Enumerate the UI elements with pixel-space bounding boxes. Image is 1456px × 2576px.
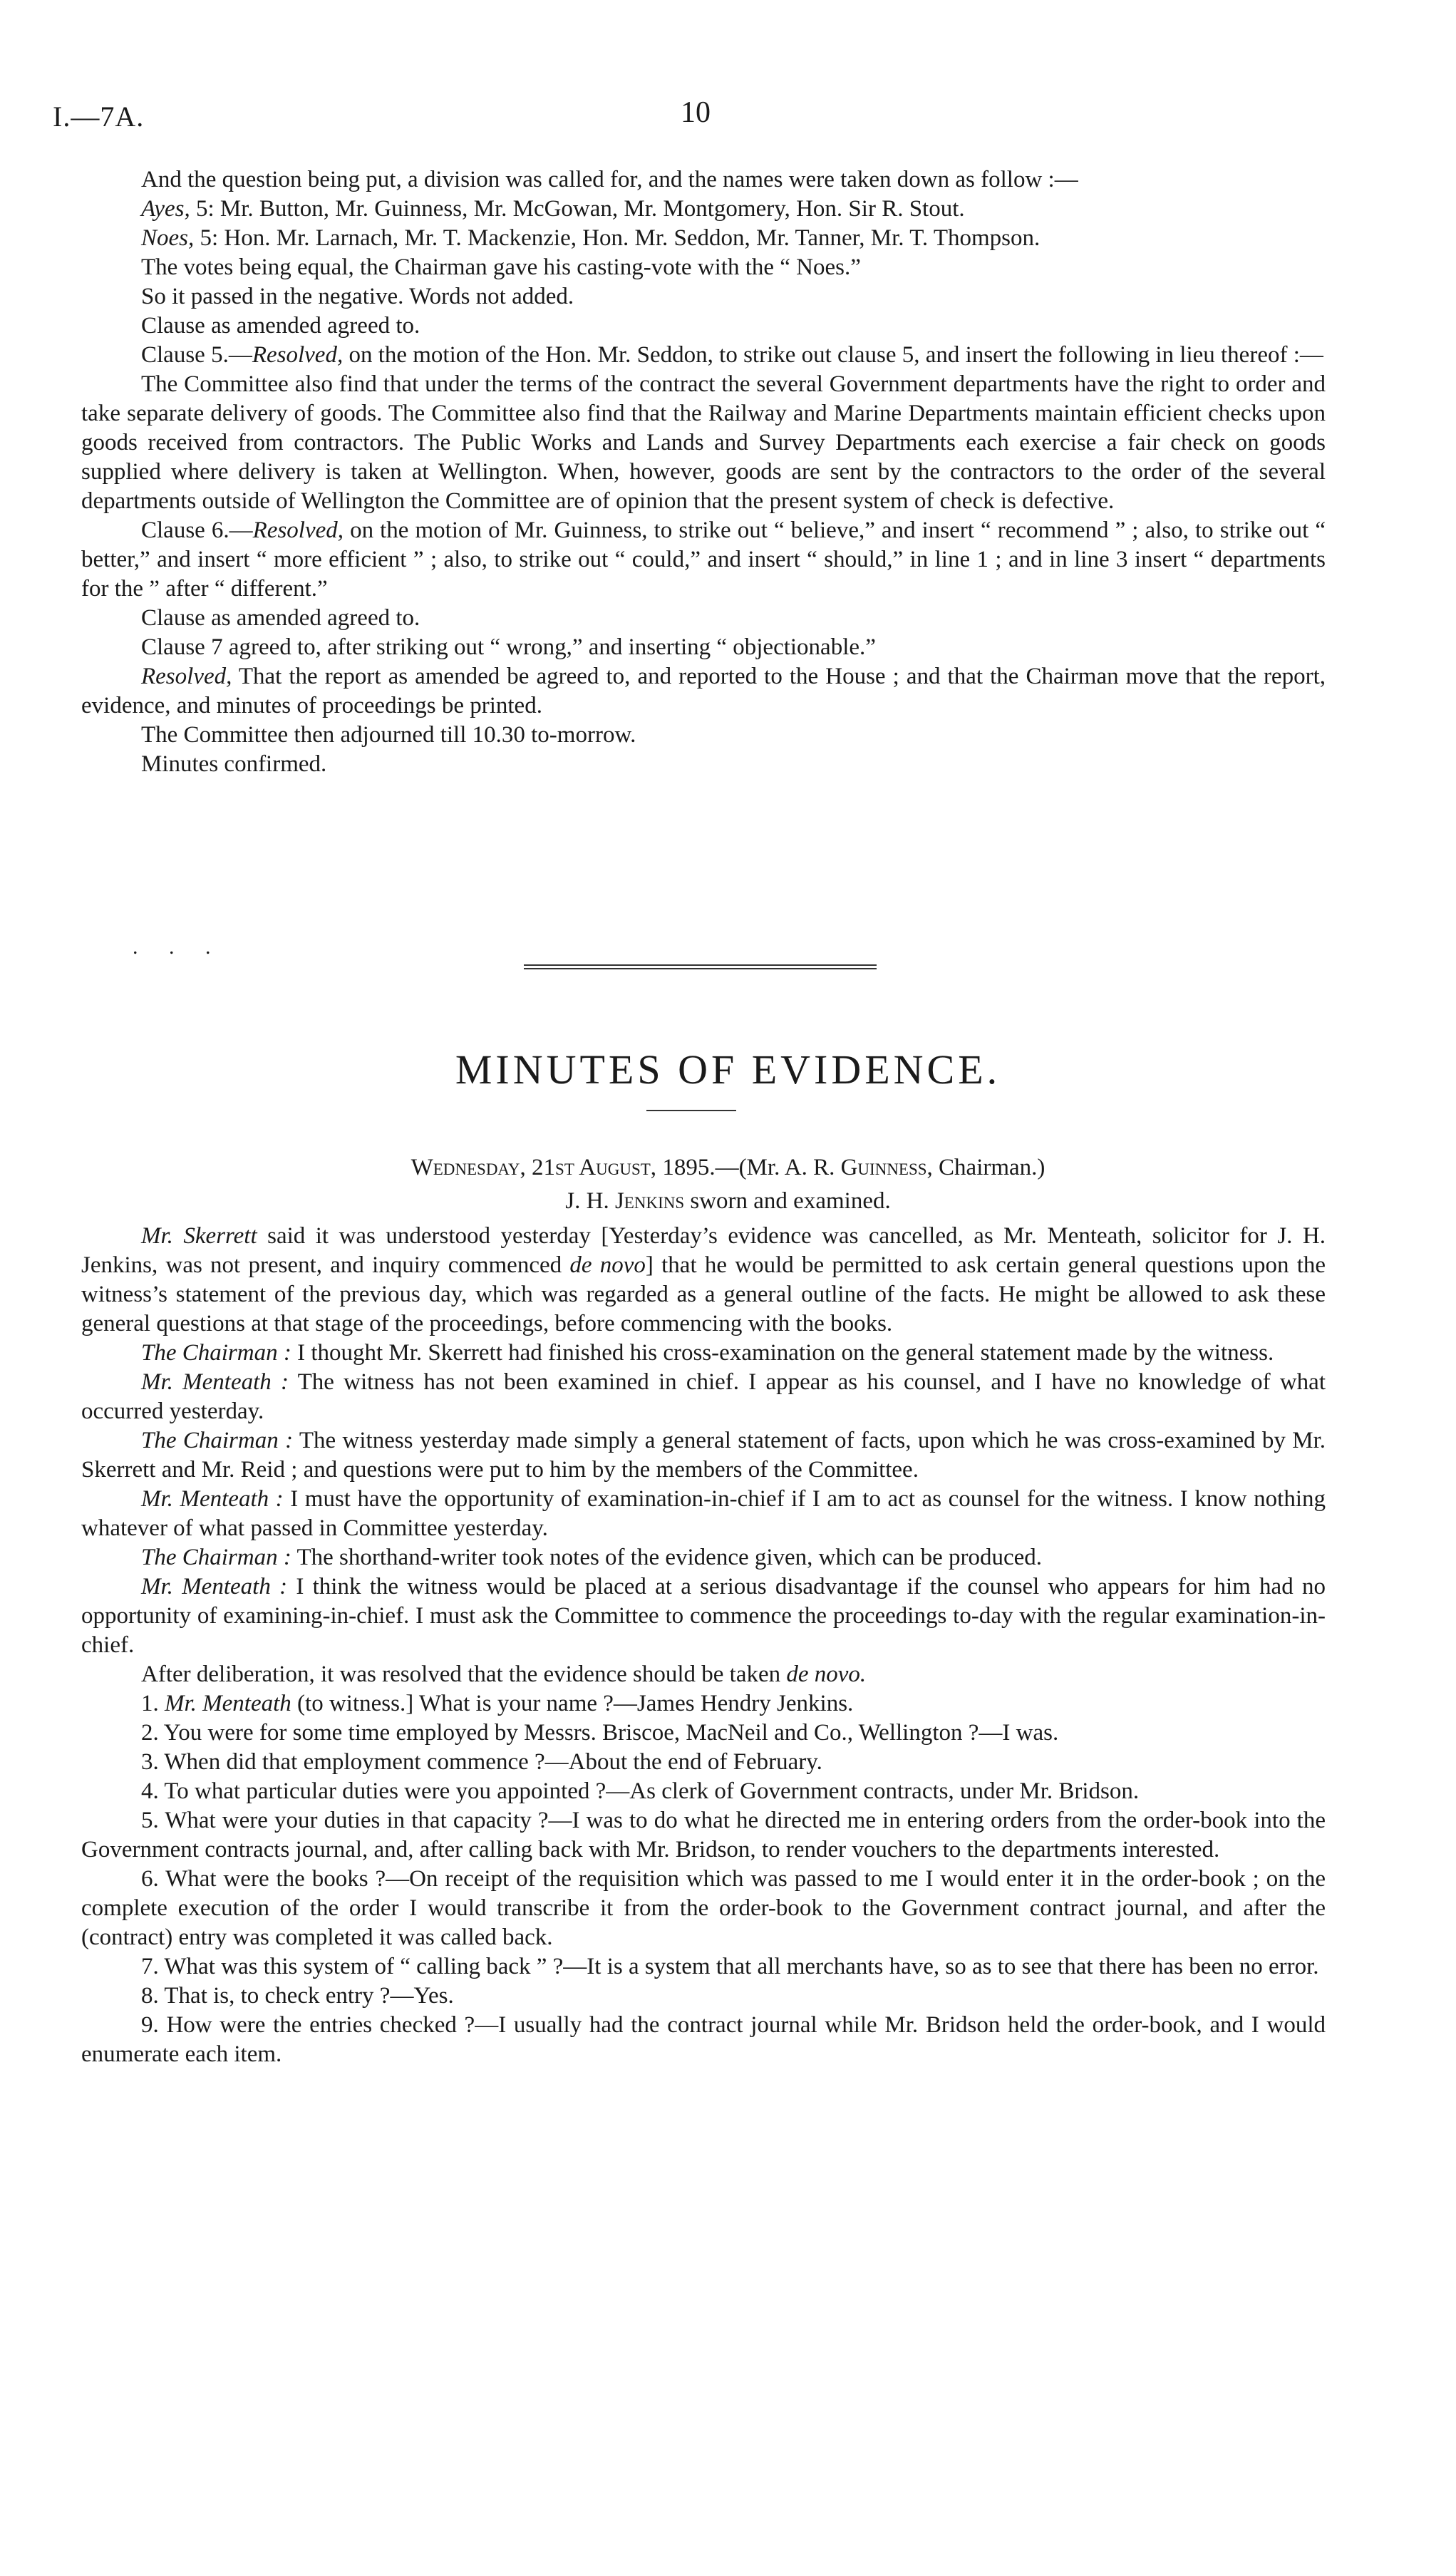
text-run: Minutes confirmed. <box>141 751 327 777</box>
text-run: said it was understood yesterday [Yesterday’s evidence was cancelled, as Mr. Menteath, solicitor for J. H. Jenkins, was not present, and inquiry commenced <box>81 1223 1326 1278</box>
paragraph <box>81 1982 1326 2011</box>
text-run: sworn and examined. <box>684 1188 891 1214</box>
text-run: The witness has not been examined in chief. I appear as his counsel, and I have no knowledge of what occurred yesterday. <box>81 1369 1326 1424</box>
paragraph <box>81 224 1326 253</box>
text-run: The Committee also find that under the terms of the contract the several Government departments have the right to order and take separate delivery of goods. The Committee also find that the Railway and Marine Departments maintain efficient checks upon goods received from contractors. The Public Works and Lands and Survey Departments each exercise a fair check on goods supplied where delivery is taken at Wellington. When, however, goods are sent by the contractors to the order of the several departments outside of Wellington the Committee are of opinion that the present system of check is defective. <box>81 371 1326 514</box>
title-underline-rule <box>646 1110 736 1111</box>
text-run: Clause as amended agreed to. <box>141 313 420 339</box>
paper-reference: I.—7A. <box>53 101 145 133</box>
paragraph <box>81 1865 1326 1952</box>
paragraph <box>81 1952 1326 1982</box>
paragraph <box>81 750 1326 779</box>
text-run: That the report as amended be agreed to, and reported to the House ; and that the Chairman move that the report, evidence, and minutes of proceedings be printed. <box>81 664 1326 718</box>
paragraph <box>81 341 1326 370</box>
text-run: 6. What were the books ?—On receipt of the requisition which was passed to me I would enter it in the order-book ; on the complete execution of the order I would transcribe it from the order-book to the Government contract journal, and after the (contract) entry was completed it was called back. <box>81 1866 1326 1950</box>
paragraph <box>81 1748 1326 1777</box>
italic-text: Mr. Menteath : <box>141 1486 284 1512</box>
text-run: 1. <box>141 1691 165 1716</box>
text-run: 8. That is, to check entry ?—Yes. <box>141 1983 454 2009</box>
text-run: The Committee then adjourned till 10.30 to-morrow. <box>141 722 636 748</box>
text-run: on the motion of Mr. Guinness, to strike out “ believe,” and insert “ recommend ” ; also, to strike out “ better,” and insert “ more efficient ” ; also, to strike out “ could,” and insert “ should,” in line 1 ; and in line 3 insert “ departments for the ” after “ different.” <box>81 517 1326 602</box>
page-number: 10 <box>681 96 711 129</box>
paragraph <box>81 1222 1326 1339</box>
italic-text: Mr. Skerrett <box>141 1223 257 1249</box>
text-run: 7. What was this system of “ calling back ” ?—It is a system that all merchants have, so as to see that there has been no error. <box>141 1954 1319 1979</box>
text-run: The witness yesterday made simply a general statement of facts, upon which he was cross-examined by Mr. Skerrett and Mr. Reid ; and questions were put to him by the members of the Committee. <box>81 1428 1326 1483</box>
paragraph <box>81 516 1326 604</box>
paragraph <box>81 1777 1326 1806</box>
paragraph <box>81 1485 1326 1543</box>
paragraph <box>81 721 1326 750</box>
text-run: Chairman.) <box>932 1155 1045 1180</box>
text-run: The shorthand-writer took notes of the evidence given, which can be produced. <box>291 1545 1043 1570</box>
paragraph <box>81 1339 1326 1368</box>
paragraph <box>81 1368 1326 1426</box>
double-rule-divider <box>524 964 877 969</box>
witness-heading <box>0 1188 1456 1215</box>
paragraph <box>81 1426 1326 1485</box>
paragraph <box>81 253 1326 282</box>
text-run: (to witness.] What is your name ?—James Hendry Jenkins. <box>291 1691 854 1716</box>
session-heading <box>0 1155 1456 1181</box>
italic-text: Resolved, <box>141 664 232 689</box>
paragraph <box>81 1572 1326 1660</box>
italic-text: Resolved, <box>252 517 344 543</box>
text-run: After deliberation, it was resolved that the evidence should be taken <box>141 1661 787 1687</box>
text-run: 4. To what particular duties were you appointed ?—As clerk of Government contracts, under Mr. Bridson. <box>141 1778 1140 1804</box>
section-title: MINUTES OF EVIDENCE. <box>455 1046 1001 1093</box>
text-run: J. H. <box>565 1188 615 1214</box>
italic-text: The Chairman : <box>141 1340 291 1366</box>
small-caps-text: Wednesday, 21st August, <box>411 1155 657 1180</box>
italic-text: de novo <box>569 1252 646 1278</box>
italic-text: Noes, <box>141 225 195 251</box>
text-run: I thought Mr. Skerrett had finished his cross-examination on the general statement made by the witness. <box>291 1340 1274 1366</box>
evidence-section <box>81 1222 1326 2069</box>
text-run: 2. You were for some time employed by Messrs. Briscoe, MacNeil and Co., Wellington ?—I was. <box>141 1720 1059 1746</box>
small-caps-text: Jenkins <box>614 1188 685 1214</box>
text-run: The votes being equal, the Chairman gave his casting-vote with the “ Noes.” <box>141 254 861 280</box>
committee-minutes-section <box>81 165 1326 779</box>
text-run: 3. When did that employment commence ?—About the end of February. <box>141 1749 822 1775</box>
text-run: Clause as amended agreed to. <box>141 605 420 631</box>
italic-text: Ayes, <box>141 196 190 222</box>
italic-text: The Chairman : <box>141 1428 294 1453</box>
italic-text: de novo. <box>786 1661 867 1687</box>
paragraph <box>81 604 1326 633</box>
small-caps-text: Guinness, <box>840 1155 933 1180</box>
paragraph <box>81 1806 1326 1865</box>
text-run: Clause 6.— <box>141 517 253 543</box>
text-run: 5: Mr. Button, Mr. Guinness, Mr. McGowan, Mr. Montgomery, Hon. Sir R. Stout. <box>190 196 965 222</box>
text-run: So it passed in the negative. Words not added. <box>141 284 574 309</box>
paragraph <box>81 1719 1326 1748</box>
paragraph <box>81 165 1326 195</box>
paragraph <box>81 633 1326 662</box>
italic-text: The Chairman : <box>141 1545 291 1570</box>
text-run: 1895.—(Mr. A. R. <box>656 1155 841 1180</box>
text-run: ] that he would be permitted to ask certain general questions upon the witness’s statement of the previous day, which was regarded as a general outline of the facts. He might be allowed to ask these general questions at that stage of the proceedings, before commencing with the books. <box>81 1252 1326 1336</box>
text-run: Clause 7 agreed to, after striking out “ wrong,” and inserting “ objectionable.” <box>141 634 876 660</box>
paragraph <box>81 1543 1326 1572</box>
italic-text: Mr. Menteath : <box>141 1574 288 1599</box>
italic-text: Mr. Menteath : <box>141 1369 289 1395</box>
paragraph <box>81 282 1326 311</box>
italic-text: Mr. Menteath <box>165 1691 291 1716</box>
paragraph <box>81 1689 1326 1719</box>
text-run: on the motion of the Hon. Mr. Seddon, to strike out clause 5, and insert the following in lieu thereof :— <box>343 342 1323 368</box>
separator-dots: . . . <box>133 935 224 959</box>
text-run: Clause 5.— <box>141 342 252 368</box>
text-run: And the question being put, a division was called for, and the names were taken down as follow :— <box>141 167 1078 192</box>
text-run: I must have the opportunity of examination-in-chief if I am to act as counsel for the witness. I know nothing whatever of what passed in Committee yesterday. <box>81 1486 1326 1541</box>
text-run: 9. How were the entries checked ?—I usually had the contract journal while Mr. Bridson held the order-book, and I would enumerate each item. <box>81 2012 1326 2067</box>
paragraph <box>81 370 1326 516</box>
italic-text: Resolved, <box>252 342 344 368</box>
text-run: 5: Hon. Mr. Larnach, Mr. T. Mackenzie, Hon. Mr. Seddon, Mr. Tanner, Mr. T. Thompson. <box>194 225 1041 251</box>
paragraph <box>81 311 1326 341</box>
paragraph <box>81 2011 1326 2069</box>
paragraph <box>81 662 1326 721</box>
text-run: 5. What were your duties in that capacity ?—I was to do what he directed me in entering orders from the order-book into the Government contracts journal, and, after calling back with Mr. Bridson, to render vouchers to the departments interested. <box>81 1808 1326 1863</box>
text-run: I think the witness would be placed at a serious disadvantage if the counsel who appears for him had no opportunity of examining-in-chief. I must ask the Committee to commence the proceedings to-day with the regular examination-in-chief. <box>81 1574 1326 1658</box>
paragraph <box>81 1660 1326 1689</box>
paragraph <box>81 195 1326 224</box>
